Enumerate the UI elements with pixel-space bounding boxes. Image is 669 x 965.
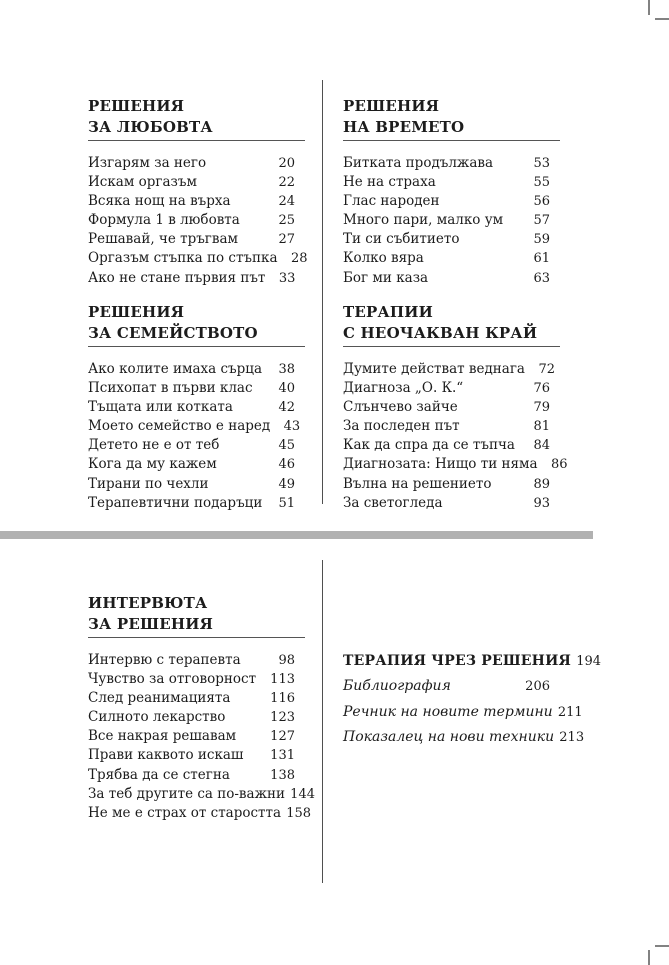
toc-entry bbox=[88, 436, 305, 455]
toc-entry-page: 98 bbox=[278, 653, 295, 668]
section-heading bbox=[88, 593, 305, 634]
toc-entry-page: 76 bbox=[533, 381, 550, 397]
toc-entry-page: 61 bbox=[533, 251, 550, 267]
toc-section bbox=[343, 96, 560, 288]
toc-entry-title: Бог ми каза bbox=[343, 269, 429, 286]
toc-entry bbox=[88, 689, 305, 708]
toc-entry-title: Детето не е от теб bbox=[88, 437, 220, 454]
toc-entry-title: Ако не стане първия път bbox=[88, 269, 266, 286]
toc-entry-title: Тирани по чехли bbox=[88, 475, 209, 492]
toc-entry-page: 213 bbox=[559, 730, 585, 746]
toc-entry bbox=[343, 417, 560, 436]
section-heading-line: ЗА РЕШЕНИЯ bbox=[88, 614, 213, 633]
toc-entry bbox=[343, 154, 560, 173]
section-heading bbox=[88, 96, 305, 137]
section-heading-line: ИНТЕРВЮТА bbox=[88, 594, 208, 612]
toc-entry-title: За последен път bbox=[343, 418, 460, 435]
toc-entry bbox=[88, 211, 305, 230]
toc-entry-page: 72 bbox=[538, 362, 555, 377]
toc-entry-list bbox=[88, 360, 305, 513]
toc-entry-title: Глас народен bbox=[343, 193, 440, 210]
toc-entry-page: 84 bbox=[533, 438, 550, 454]
heading-rule bbox=[88, 637, 305, 638]
toc-entry-page: 38 bbox=[278, 362, 295, 377]
toc-entry-page: 40 bbox=[278, 381, 295, 397]
column-divider-bottom bbox=[322, 560, 323, 883]
toc-entry-page: 57 bbox=[533, 213, 550, 229]
toc-entry bbox=[88, 475, 305, 494]
toc-entry-page: 144 bbox=[290, 786, 315, 802]
toc-entry-title: Кога да му кажем bbox=[88, 456, 217, 473]
toc-section bbox=[343, 302, 568, 513]
page-corner-mark-top-right-vertical bbox=[648, 0, 650, 15]
toc-entry bbox=[88, 398, 305, 417]
toc-entry bbox=[88, 766, 305, 785]
toc-entry-title: Трябва да се стегна bbox=[88, 766, 230, 783]
toc-entry-title: Тъщата или котката bbox=[88, 399, 233, 416]
toc-entry-title: Библиография bbox=[343, 678, 451, 695]
toc-entry-page: 194 bbox=[576, 654, 602, 669]
toc-entry bbox=[88, 230, 305, 249]
toc-section bbox=[88, 593, 315, 823]
toc-entry-list bbox=[343, 360, 568, 513]
toc-entry-page: 131 bbox=[270, 748, 295, 764]
toc-entry-list bbox=[88, 651, 315, 823]
toc-entry bbox=[88, 269, 305, 288]
toc-entry-title: Ти си събитието bbox=[343, 231, 460, 248]
toc-entry bbox=[88, 455, 305, 474]
toc-entry bbox=[88, 746, 305, 765]
toc-entry-page: 33 bbox=[278, 270, 296, 286]
heading-rule bbox=[343, 140, 560, 141]
toc-entry bbox=[343, 249, 560, 268]
toc-entry-title: Силното лекарство bbox=[88, 709, 226, 726]
toc-entry-title: Битката продължава bbox=[343, 155, 494, 171]
toc-entry bbox=[343, 360, 560, 379]
heading-rule bbox=[88, 140, 305, 141]
toc-entry bbox=[343, 269, 560, 288]
toc-entry-page: 79 bbox=[533, 400, 550, 416]
toc-entry-page: 113 bbox=[270, 672, 295, 688]
page-corner-mark-bottom-right-horizontal bbox=[655, 945, 669, 947]
toc-entry bbox=[343, 192, 560, 211]
toc-entry bbox=[343, 436, 560, 455]
toc-entry bbox=[343, 649, 602, 674]
heading-rule bbox=[88, 346, 305, 347]
toc-entry-page: 81 bbox=[533, 419, 550, 435]
toc-entry-page: 138 bbox=[270, 767, 295, 783]
toc-entry-title: Колко вяра bbox=[343, 250, 424, 267]
toc-entry-page: 123 bbox=[270, 710, 295, 726]
toc-entry bbox=[88, 192, 305, 211]
toc-entry-title: Терапевтични подаръци bbox=[88, 494, 263, 511]
toc-entry-title: Оргазъм стъпка по стъпка bbox=[88, 250, 278, 267]
section-heading-line: ЗА ЛЮБОВТА bbox=[88, 117, 213, 136]
toc-entry-title: Не ме е страх от старостта bbox=[88, 804, 282, 821]
toc-entry-page: 86 bbox=[551, 457, 568, 473]
toc-entry-title: Моето семейство е наред bbox=[88, 418, 271, 435]
toc-entry-title: Ако колите имаха сърца bbox=[88, 361, 262, 377]
toc-entry-page: 27 bbox=[278, 232, 295, 248]
toc-entry bbox=[343, 725, 585, 750]
toc-entry bbox=[343, 455, 568, 474]
toc-entry-page: 93 bbox=[533, 495, 550, 511]
toc-entry-title: Решавай, че тръгвам bbox=[88, 231, 239, 248]
toc-entry-page: 53 bbox=[533, 156, 550, 171]
toc-entry-title: Речник на новите термини bbox=[343, 703, 553, 720]
toc-entry-page: 127 bbox=[270, 729, 295, 745]
page-corner-mark-top-right-horizontal bbox=[655, 18, 669, 20]
toc-entry-page: 45 bbox=[278, 438, 295, 454]
section-heading bbox=[343, 96, 560, 137]
toc-entry bbox=[343, 494, 560, 513]
toc-entry bbox=[88, 379, 305, 398]
toc-entry-title: Интервю с терапевта bbox=[88, 652, 241, 668]
toc-section bbox=[88, 302, 305, 513]
toc-entry-title: Вълна на решението bbox=[343, 475, 492, 492]
toc-entry-title: Диагнозата: Нищо ти няма bbox=[343, 456, 538, 473]
toc-entry-title: Диагноза „О. К.“ bbox=[343, 380, 464, 397]
toc-entry-title: Искам оргазъм bbox=[88, 174, 197, 191]
toc-entry bbox=[343, 674, 560, 699]
toc-entry-page: 28 bbox=[290, 251, 308, 267]
toc-entry-page: 206 bbox=[525, 679, 550, 695]
toc-entry bbox=[343, 379, 560, 398]
toc-entry-page: 25 bbox=[278, 213, 295, 229]
toc-entry-page: 51 bbox=[278, 495, 295, 511]
toc-entry-page: 24 bbox=[278, 194, 295, 210]
section-heading-line: НА ВРЕМЕТО bbox=[343, 117, 465, 136]
toc-entry bbox=[88, 249, 308, 268]
toc-entry bbox=[343, 475, 560, 494]
section-heading-line: ТЕРАПИИ bbox=[343, 303, 434, 321]
toc-entry bbox=[88, 154, 305, 173]
toc-entry-page: 43 bbox=[283, 419, 301, 435]
toc-entry-title: Показалец на нови техники bbox=[343, 729, 555, 746]
toc-entry-title: ТЕРАПИЯ ЧРЕЗ РЕШЕНИЯ bbox=[343, 653, 572, 669]
toc-entry-title: След реанимацията bbox=[88, 690, 231, 707]
toc-entry bbox=[343, 211, 560, 230]
toc-column-bottom-right bbox=[343, 649, 602, 751]
toc-entry-page: 56 bbox=[533, 194, 550, 210]
toc-entry-page: 59 bbox=[533, 232, 550, 248]
toc-entry-title: Все накрая решавам bbox=[88, 728, 237, 745]
toc-entry bbox=[88, 173, 305, 192]
toc-entry-page: 46 bbox=[278, 457, 295, 473]
toc-entry bbox=[88, 494, 305, 513]
toc-entry-page: 55 bbox=[533, 175, 550, 191]
toc-entry-page: 49 bbox=[278, 476, 295, 492]
section-heading-line: РЕШЕНИЯ bbox=[343, 97, 440, 115]
toc-entry-list bbox=[343, 154, 560, 288]
toc-entry bbox=[343, 173, 560, 192]
toc-entry-title: Не на страха bbox=[343, 174, 436, 191]
toc-entry-page: 42 bbox=[278, 400, 295, 416]
toc-entry bbox=[88, 708, 305, 727]
toc-entry bbox=[88, 417, 305, 436]
toc-entry-page: 211 bbox=[557, 704, 583, 720]
toc-entry bbox=[88, 727, 305, 746]
toc-entry bbox=[88, 785, 315, 804]
section-heading bbox=[343, 302, 560, 343]
toc-entry bbox=[88, 651, 305, 670]
toc-entry-title: Изгарям за него bbox=[88, 155, 207, 171]
page-corner-mark-bottom-right-vertical bbox=[648, 950, 650, 965]
toc-entry-title: Формула 1 в любовта bbox=[88, 212, 240, 229]
column-divider-top bbox=[322, 80, 323, 504]
toc-entry-title: Психопат в първи клас bbox=[88, 380, 253, 397]
section-heading bbox=[88, 302, 305, 343]
toc-entry-title: Чувство за отговорност bbox=[88, 671, 257, 688]
section-heading-line: РЕШЕНИЯ bbox=[88, 97, 185, 115]
toc-entry-page: 116 bbox=[270, 691, 295, 707]
toc-entry bbox=[343, 230, 560, 249]
toc-entry-title: Как да спра да се тъпча bbox=[343, 437, 515, 454]
toc-section bbox=[88, 96, 308, 288]
toc-entry bbox=[88, 360, 305, 379]
toc-entry bbox=[88, 804, 312, 823]
toc-entry-page: 22 bbox=[278, 175, 295, 191]
toc-entry bbox=[88, 670, 305, 689]
toc-entry-page: 63 bbox=[533, 270, 550, 286]
toc-entry-list bbox=[88, 154, 308, 288]
toc-entry-title: Много пари, малко ум bbox=[343, 212, 504, 229]
page-separator-bar bbox=[0, 531, 593, 539]
heading-rule bbox=[343, 346, 560, 347]
toc-entry bbox=[343, 398, 560, 417]
toc-entry-title: За светогледа bbox=[343, 494, 443, 511]
toc-entry-page: 89 bbox=[533, 476, 550, 492]
toc-entry-title: Думите действат веднага bbox=[343, 361, 525, 377]
toc-entry-page: 158 bbox=[286, 805, 312, 821]
toc-entry-title: Слънчево зайче bbox=[343, 399, 458, 416]
toc-entry-page: 20 bbox=[278, 156, 295, 171]
section-heading-line: ЗА СЕМЕЙСТВОТО bbox=[88, 323, 258, 342]
toc-entry-title: Прави каквото искаш bbox=[88, 747, 244, 764]
toc-entry-title: Всяка нощ на върха bbox=[88, 193, 231, 210]
toc-entry-title: За теб другите са по-важни bbox=[88, 785, 285, 802]
section-heading-line: С НЕОЧАКВАН КРАЙ bbox=[343, 323, 538, 342]
section-heading-line: РЕШЕНИЯ bbox=[88, 303, 185, 321]
toc-entry bbox=[343, 700, 583, 725]
